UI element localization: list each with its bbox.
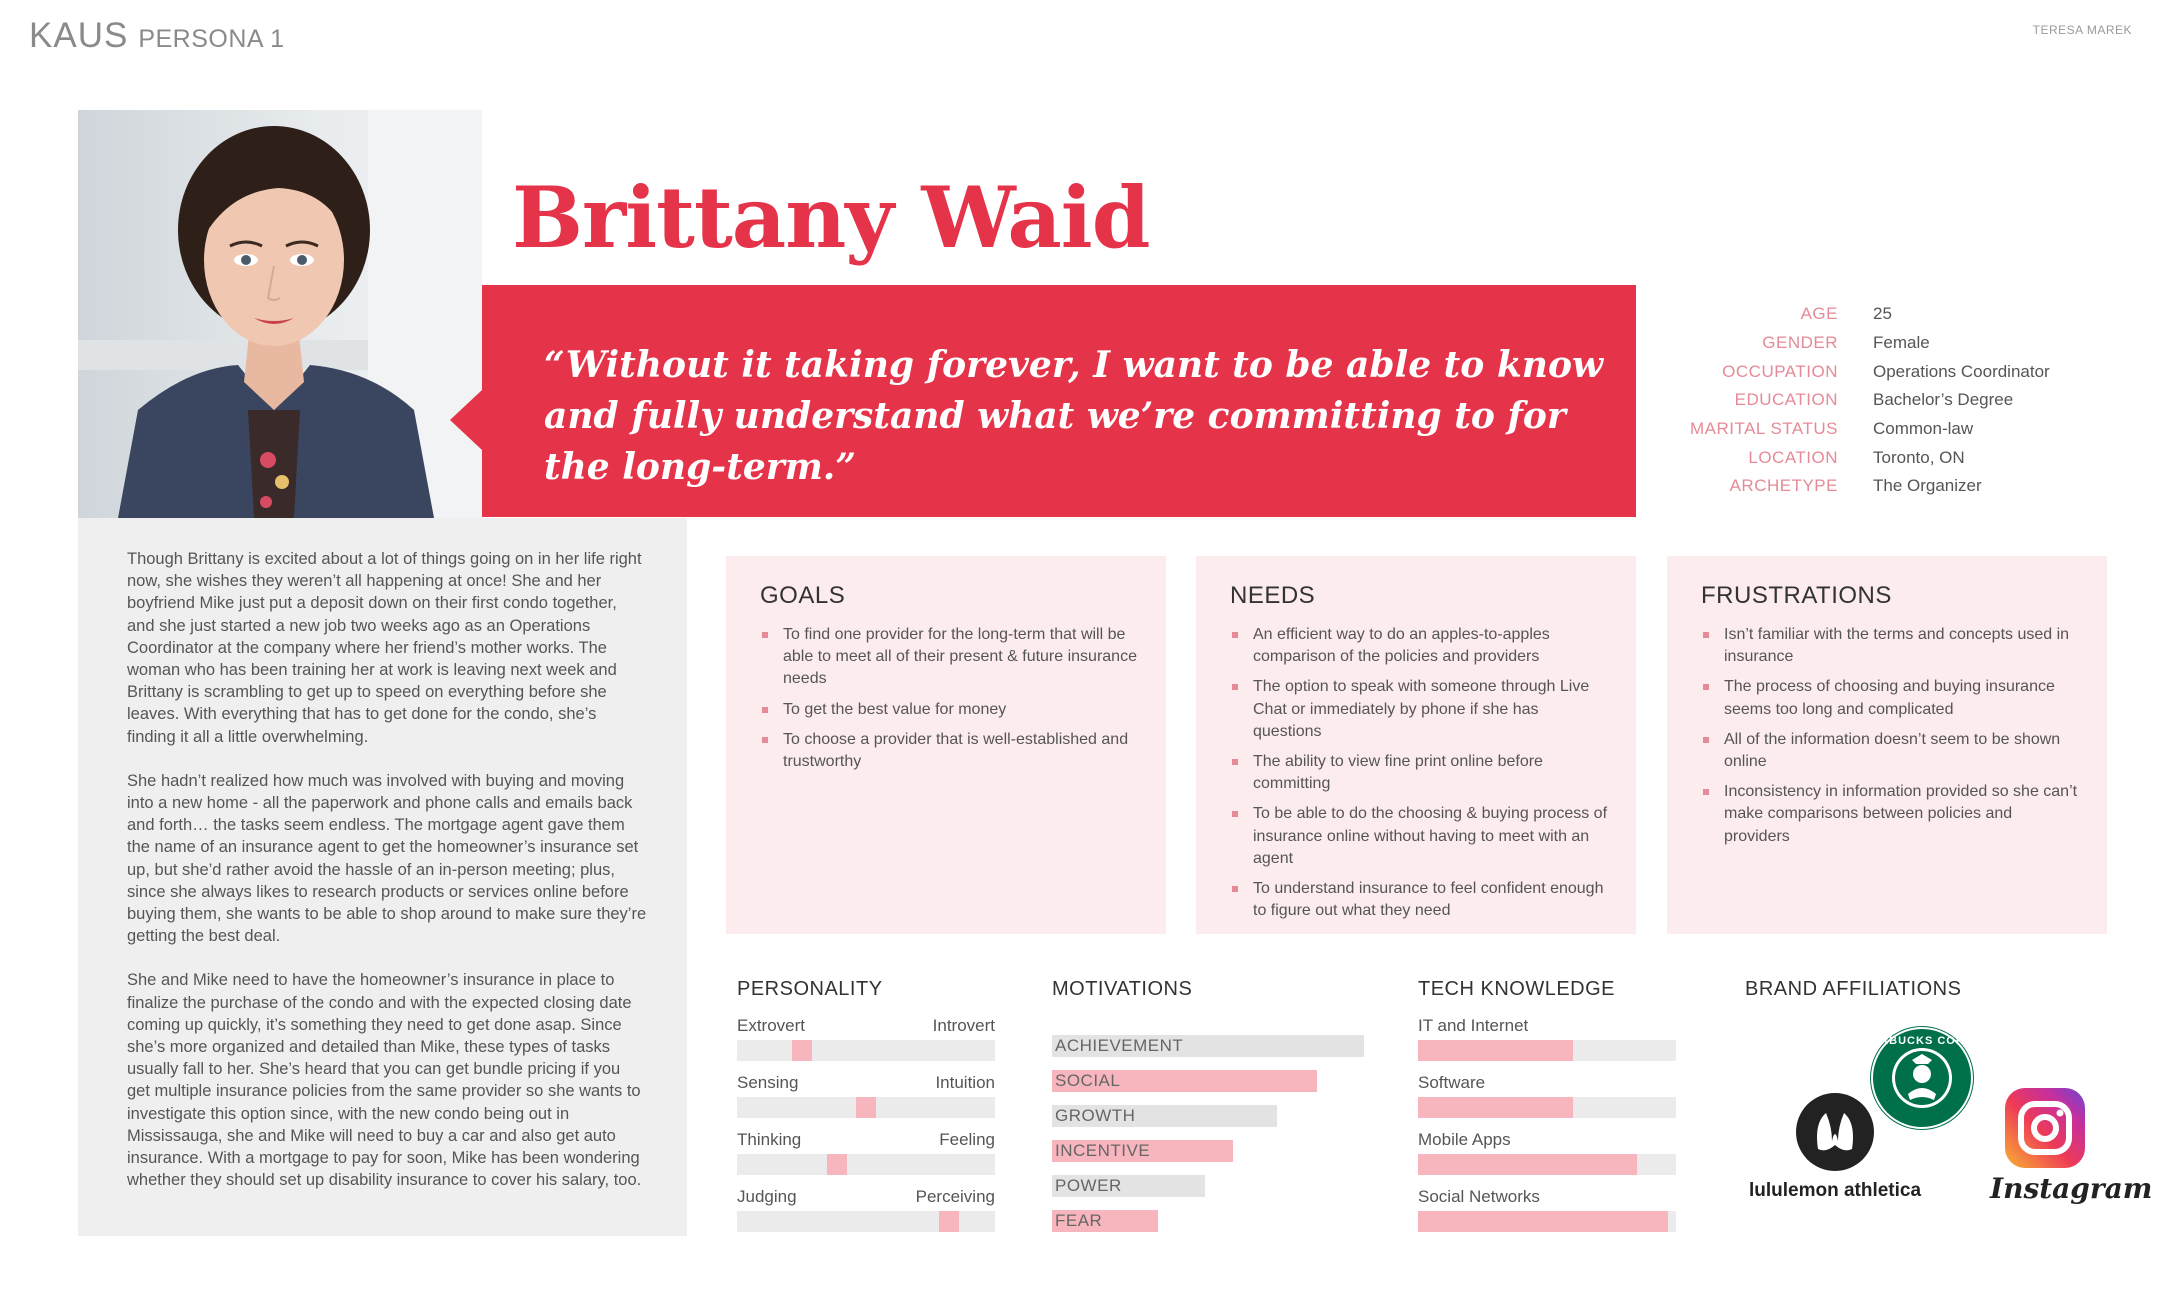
need-item: An efficient way to do an apples-to-apples comparison of the policies and providers bbox=[1230, 624, 1610, 668]
tech-row bbox=[1418, 1187, 1676, 1232]
fact-label: GENDER bbox=[1762, 333, 1838, 353]
fact-value: Bachelor’s Degree bbox=[1873, 390, 2014, 410]
goals-card bbox=[726, 556, 1166, 934]
tech-fill bbox=[1418, 1154, 1637, 1175]
persona-quote: “Without it taking forever, I want to be able to know and fully understand what we’re committing to for the long-term.” bbox=[544, 344, 1603, 488]
frustration-item: The process of choosing and buying insurance seems too long and complicated bbox=[1701, 676, 2081, 720]
tech-title: TECH KNOWLEDGE bbox=[1418, 978, 1616, 1000]
fact-value: Toronto, ON bbox=[1873, 447, 1965, 467]
need-item: To understand insurance to feel confident enough to figure out what they need bbox=[1230, 878, 1610, 922]
lululemon-icon bbox=[1796, 1093, 1874, 1171]
goal-item: To find one provider for the long-term that will be able to meet all of their present & future insurance needs bbox=[760, 624, 1140, 691]
fact-value: Operations Coordinator bbox=[1873, 361, 2050, 381]
trait-track bbox=[737, 1097, 995, 1118]
need-item: To be able to do the choosing & buying process of insurance online without having to meet with an agent bbox=[1230, 803, 1610, 870]
trait-right-label: Perceiving bbox=[915, 1187, 995, 1206]
fact-row-education bbox=[1660, 386, 2120, 415]
persona-photo bbox=[78, 110, 482, 518]
starbucks-text: STARBUCKS COFFEE bbox=[1856, 1035, 1988, 1047]
fact-row-age bbox=[1660, 300, 2120, 329]
fact-row-gender bbox=[1660, 329, 2120, 358]
tech-track bbox=[1418, 1040, 1676, 1061]
tech-track bbox=[1418, 1211, 1676, 1232]
instagram-icon bbox=[2005, 1088, 2085, 1168]
trait-marker bbox=[827, 1154, 847, 1175]
fact-label: LOCATION bbox=[1748, 447, 1838, 467]
tech-fill bbox=[1418, 1211, 1668, 1232]
fact-label: OCCUPATION bbox=[1722, 361, 1838, 381]
personality-title: PERSONALITY bbox=[737, 978, 883, 1000]
needs-title: NEEDS bbox=[1230, 582, 1316, 609]
tech-label: Mobile Apps bbox=[1418, 1130, 1511, 1149]
tech-label: IT and Internet bbox=[1418, 1016, 1529, 1035]
trait-left-label: Thinking bbox=[737, 1130, 802, 1149]
goal-item: To get the best value for money bbox=[760, 699, 1140, 721]
tech-track bbox=[1418, 1154, 1676, 1175]
motivation-label: FEAR bbox=[1055, 1211, 1103, 1230]
frustrations-title: FRUSTRATIONS bbox=[1701, 582, 1892, 609]
fact-label: ARCHETYPE bbox=[1729, 476, 1838, 496]
tech-row bbox=[1418, 1130, 1676, 1175]
lululemon-text: lululemon athletica bbox=[1748, 1180, 1922, 1201]
brand-title bbox=[29, 16, 285, 56]
author-name: TERESA MAREK bbox=[2032, 23, 2132, 37]
tech-fill bbox=[1418, 1097, 1573, 1118]
fact-label: AGE bbox=[1800, 304, 1838, 324]
trait-left-label: Extrovert bbox=[737, 1016, 806, 1035]
fact-value: The Organizer bbox=[1873, 476, 1982, 496]
trait-right-label: Intuition bbox=[935, 1073, 995, 1092]
goal-item: To choose a provider that is well-established and trustworthy bbox=[760, 729, 1140, 773]
tech-label: Software bbox=[1418, 1073, 1486, 1092]
need-item: The ability to view fine print online before committing bbox=[1230, 751, 1610, 795]
fact-value: 25 bbox=[1873, 304, 1892, 324]
trait-left-label: Sensing bbox=[737, 1073, 799, 1092]
tech-row bbox=[1418, 1073, 1676, 1118]
goals-title: GOALS bbox=[760, 582, 846, 609]
trait-marker bbox=[792, 1040, 812, 1061]
need-item: The option to speak with someone through Live Chat or immediately by phone if she has questions bbox=[1230, 676, 1610, 743]
motivations-title: MOTIVATIONS bbox=[1052, 978, 1193, 1000]
persona-label: PERSONA 1 bbox=[138, 25, 285, 53]
goals-list bbox=[760, 624, 1140, 781]
brand-name: KAUS bbox=[29, 16, 129, 55]
motivation-label: ACHIEVEMENT bbox=[1055, 1036, 1184, 1055]
fact-row-marital-status bbox=[1660, 415, 2120, 444]
bio-paragraph: Though Brittany is excited about a lot of things going on in her life right now, she wishes they weren’t all happening at once! She and her boyfriend Mike just put a deposit down on their first condo together, and she just started a new job two weeks ago as an Operations Coordinator at the company where her friend’s mother works. The woman who has been training her at work is leaving next week and Brittany is scrambling to get up to speed on everything before she leaves. With everything that has to get done for the condo, she’s finding it all a little overwhelming. bbox=[127, 550, 642, 746]
fact-value: Common-law bbox=[1873, 419, 1974, 439]
frustrations-card bbox=[1667, 556, 2107, 934]
frustration-item: Isn’t familiar with the terms and concepts used in insurance bbox=[1701, 624, 2081, 668]
bio-paragraph: She hadn’t realized how much was involved with buying and moving into a new home - all the paperwork and phone calls and emails back and forth… the tasks seem endless. The mortgage agent gave them the name of an insurance agent to get the homeowner’s insurance set up, but she’d rather avoid the hassle of an in-person meeting; plus, since she always likes to research products or services online before buying them, she wants to be able to shop around to make sure they’re getting the best deal. bbox=[127, 771, 647, 946]
starbucks-logo bbox=[1856, 1024, 1988, 1132]
frustration-item: Inconsistency in information provided so she can’t make comparisons between policies and providers bbox=[1701, 781, 2081, 848]
personality-row bbox=[737, 1187, 995, 1232]
instagram-text: Instagram bbox=[1990, 1172, 2153, 1205]
fact-value: Female bbox=[1873, 333, 1930, 353]
trait-marker bbox=[939, 1211, 959, 1232]
trait-right-label: Feeling bbox=[939, 1130, 995, 1149]
fact-row-occupation bbox=[1660, 357, 2120, 386]
tech-label: Social Networks bbox=[1418, 1187, 1540, 1206]
needs-card bbox=[1196, 556, 1636, 934]
fact-label: MARITAL STATUS bbox=[1689, 419, 1838, 439]
needs-list bbox=[1230, 624, 1610, 930]
trait-track bbox=[737, 1211, 995, 1232]
motivation-label: INCENTIVE bbox=[1055, 1141, 1151, 1160]
frustrations-list bbox=[1701, 624, 2081, 856]
trait-left-label: Judging bbox=[737, 1187, 797, 1206]
fact-label: EDUCATION bbox=[1734, 390, 1838, 410]
trait-track bbox=[737, 1040, 995, 1061]
bio-text bbox=[127, 548, 647, 1213]
bio-panel bbox=[78, 518, 687, 1236]
tech-row bbox=[1418, 1016, 1676, 1061]
quote-notch bbox=[450, 390, 482, 450]
motivation-label: SOCIAL bbox=[1055, 1071, 1121, 1090]
tech-track bbox=[1418, 1097, 1676, 1118]
persona-name: Brittany Waid bbox=[512, 168, 1150, 267]
motivation-label: POWER bbox=[1055, 1176, 1122, 1195]
tech-fill bbox=[1418, 1040, 1573, 1061]
personality-row bbox=[737, 1130, 995, 1175]
personality-row bbox=[737, 1016, 995, 1061]
fact-row-location bbox=[1660, 443, 2120, 472]
brands-title: BRAND AFFILIATIONS bbox=[1745, 978, 1962, 1000]
instagram-logo bbox=[1990, 1088, 2153, 1205]
frustration-item: All of the information doesn’t seem to be shown online bbox=[1701, 729, 2081, 773]
trait-track bbox=[737, 1154, 995, 1175]
motivation-label: GROWTH bbox=[1055, 1106, 1136, 1125]
trait-right-label: Introvert bbox=[932, 1016, 995, 1035]
fact-row-archetype bbox=[1660, 472, 2120, 501]
persona-facts bbox=[1660, 300, 2120, 501]
bio-paragraph: She and Mike need to have the homeowner’s insurance in place to finalize the purchase of the condo and with the expected closing date coming up quickly, it’s something they need to get done asap. Since she’s more organized and detailed than Mike, these types of tasks usually fall to her. She’s heard that you can get bundle pricing if you get multiple insurance policies from the same provider so she wants to investigate this option since, with the new condo being out in Mississauga, she and Mike will need to buy a car and also get auto insurance. With a mortgage to pay for soon, Mike has been wondering whether they should set up disability insurance to cover his salary, too. bbox=[127, 971, 642, 1190]
personality-row bbox=[737, 1073, 995, 1118]
trait-marker bbox=[856, 1097, 876, 1118]
